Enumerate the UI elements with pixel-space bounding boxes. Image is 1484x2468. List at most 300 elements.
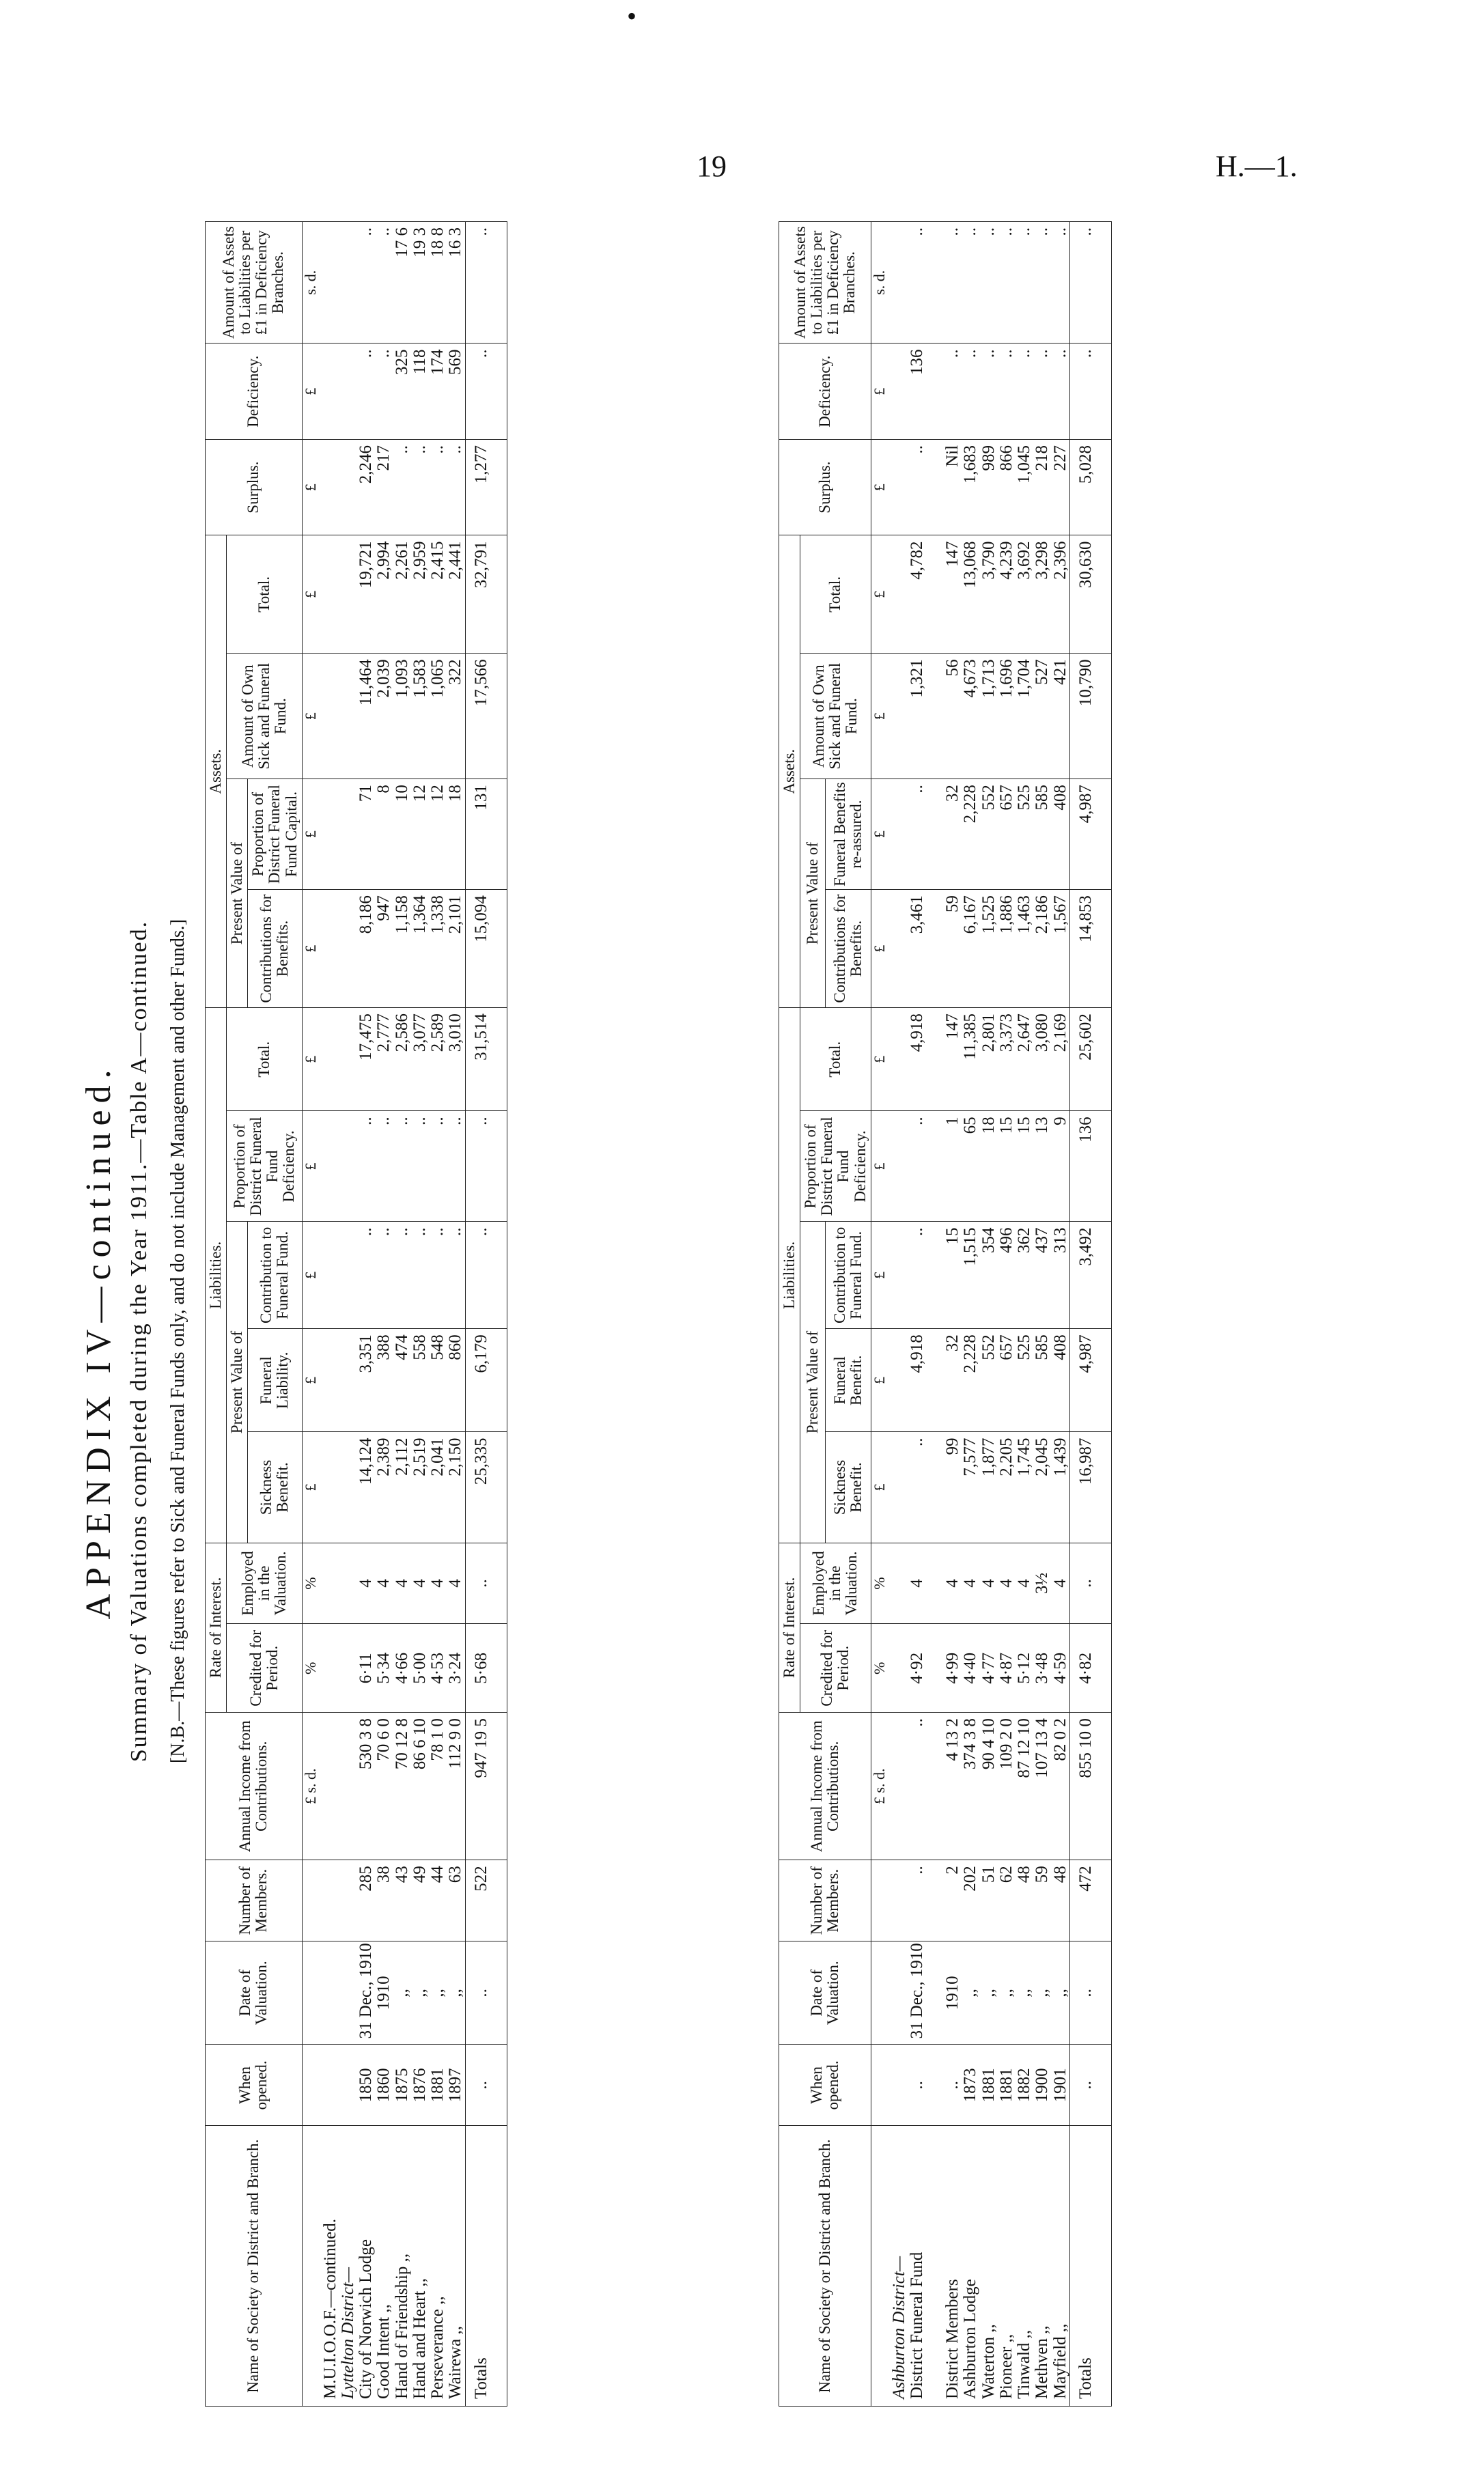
cell-contrib-ben: 3,461 (908, 890, 926, 1008)
cell-surplus: .. (908, 439, 926, 535)
cell-employed: 3½ (1033, 1543, 1051, 1624)
cell-members: 63 (447, 1860, 465, 1941)
cell-prop-def: 13 (1033, 1111, 1051, 1222)
col-assets-total: Total. (227, 535, 303, 654)
cell-credited: 4·77 (980, 1624, 998, 1713)
cell-reassured: 585 (1033, 779, 1051, 890)
cell-contrib: 1,515 (962, 1222, 979, 1329)
cell-income: 70 12 8 (393, 1713, 411, 1860)
cell-name: Hand and Heart ,, (411, 2126, 429, 2407)
unit-cell: £ (302, 439, 322, 535)
cell-members: 38 (375, 1860, 393, 1941)
cell-date: ,, (1016, 1941, 1033, 2045)
col-deficiency: Deficiency. (206, 343, 303, 439)
unit-cell: £ (302, 1111, 322, 1222)
cell-employed: 4 (393, 1543, 411, 1624)
cell-contrib: .. (429, 1222, 447, 1329)
cell-ltotal: 25,602 (1069, 1008, 1111, 1111)
document-reference: H.—1. (1216, 150, 1298, 183)
unit-cell: £ s. d. (302, 1713, 322, 1860)
cell-contrib-ben: 1,525 (980, 890, 998, 1008)
cell-members: 44 (429, 1860, 447, 1941)
cell-own: 1,696 (998, 654, 1016, 779)
cell-income: 90 4 10 (980, 1713, 998, 1860)
cell-sickness: 2,041 (429, 1432, 447, 1543)
col-opened: When opened. (206, 2045, 303, 2126)
unit-cell: £ (302, 343, 322, 439)
cell-income: 109 2 0 (998, 1713, 1016, 1860)
cell-prop-def: .. (465, 1111, 507, 1222)
unit-cell: £ (302, 1008, 322, 1111)
table-row (998, 222, 1016, 2407)
cell-members: 43 (393, 1860, 411, 1941)
col-assets-total: Total. (800, 535, 871, 654)
unit-cell: % (302, 1543, 322, 1624)
col-sickness: Sickness Benefit. (248, 1432, 302, 1543)
cell-surplus: 1,277 (465, 439, 507, 535)
cell-funeral: 585 (1033, 1329, 1051, 1432)
cell-name: Wairewa ,, (447, 2126, 465, 2407)
cell-members: 472 (1069, 1860, 1111, 1941)
unit-cell: £ (871, 1329, 891, 1432)
cell-contrib-ben: 1,338 (429, 890, 447, 1008)
cell-surplus: 227 (1052, 439, 1070, 535)
col-income: Annual Income from Contributions. (779, 1713, 871, 1860)
cell-sickness: 1,745 (1016, 1432, 1033, 1543)
cell-ltotal: 2,586 (393, 1008, 411, 1111)
col-prop-def: Proportion of District Funeral Fund Deficiency. (800, 1111, 871, 1222)
unit-cell: £ (871, 343, 891, 439)
cell-reassured: .. (908, 779, 926, 890)
unit-cell: £ (302, 1329, 322, 1432)
cell-income: 78 1 0 (429, 1713, 447, 1860)
cell-ltotal: 147 (944, 1008, 962, 1111)
cell-prop-def: .. (375, 1111, 393, 1222)
cell-funeral: 525 (1016, 1329, 1033, 1432)
cell-contrib-ben: 14,853 (1069, 890, 1111, 1008)
cell-per-pound: .. (357, 222, 375, 343)
cell-deficiency: .. (1033, 343, 1051, 439)
cell-income: 70 6 0 (375, 1713, 393, 1860)
lyttelton-rows (357, 222, 465, 2407)
table-row (962, 222, 979, 2407)
unit-cell: s. d. (302, 222, 322, 343)
cell-funeral: 552 (980, 1329, 998, 1432)
unit-cell: % (302, 1624, 322, 1713)
cell-atotal: 4,782 (908, 535, 926, 654)
unit-cell: £ s. d. (871, 1713, 891, 1860)
cell-funeral: 2,228 (962, 1329, 979, 1432)
cell-date: ,, (429, 1941, 447, 2045)
cell-opened: 1850 (357, 2045, 375, 2126)
cell-prop-def: 18 (980, 1111, 998, 1222)
col-sickness: Sickness Benefit. (826, 1432, 871, 1543)
cell-reassured: 408 (1052, 779, 1070, 890)
cell-contrib-ben: 8,186 (357, 890, 375, 1008)
cell-date: 1910 (375, 1941, 393, 2045)
cell-contrib-ben: 1,886 (998, 890, 1016, 1008)
col-contrib-funeral: Contribution to Funeral Fund. (826, 1222, 871, 1329)
unit-cell: £ (871, 535, 891, 654)
unit-cell: £ (871, 1008, 891, 1111)
unit-cell: £ (302, 1222, 322, 1329)
cell-atotal: 2,994 (375, 535, 393, 654)
cell-ltotal: 3,010 (447, 1008, 465, 1111)
cell-deficiency: .. (1069, 343, 1111, 439)
table-row (411, 222, 429, 2407)
cell-funeral: 32 (944, 1329, 962, 1432)
cell-opened: 1881 (998, 2045, 1016, 2126)
cell-sickness: 25,335 (465, 1432, 507, 1543)
col-employed: Employed in the Valuation. (227, 1543, 303, 1624)
cell-sickness: 2,389 (375, 1432, 393, 1543)
group-liabilities: Liabilities. (206, 1008, 227, 1543)
cell-members: 48 (1052, 1860, 1070, 1941)
col-funeral-liab: Funeral Liability. (248, 1329, 302, 1432)
table-row (429, 222, 447, 2407)
cell-contrib: .. (357, 1222, 375, 1329)
cell-date: .. (465, 1941, 507, 2045)
cell-funeral: 860 (447, 1329, 465, 1432)
cell-employed: 4 (962, 1543, 979, 1624)
cell-atotal: 147 (944, 535, 962, 654)
cell-opened: .. (908, 2045, 926, 2126)
cell-prop-def: .. (411, 1111, 429, 1222)
cell-credited: 4·59 (1052, 1624, 1070, 1713)
cell-date: .. (1069, 1941, 1111, 2045)
cell-surplus: 1,045 (1016, 439, 1033, 535)
cell-contrib-ben: 15,094 (465, 890, 507, 1008)
cell-opened: 1860 (375, 2045, 393, 2126)
cell-surplus: .. (447, 439, 465, 535)
cell-employed: 4 (411, 1543, 429, 1624)
cell-credited: 4·82 (1069, 1624, 1111, 1713)
cell-deficiency: .. (1052, 343, 1070, 439)
cell-contrib: 3,492 (1069, 1222, 1111, 1329)
cell-own: 322 (447, 654, 465, 779)
cell-income: .. (908, 1713, 926, 1860)
cell-funeral: 4,918 (908, 1329, 926, 1432)
cell-deficiency: .. (962, 343, 979, 439)
col-own-funds: Amount of Own Sick and Funeral Fund. (227, 654, 303, 779)
cell-contrib: .. (411, 1222, 429, 1329)
cell-per-pound: .. (465, 222, 507, 343)
cell-employed: 4 (375, 1543, 393, 1624)
cell-income: 112 9 0 (447, 1713, 465, 1860)
cell-opened: 1876 (411, 2045, 429, 2126)
unit-cell: % (871, 1543, 891, 1624)
cell-own: 1,713 (980, 654, 998, 779)
cell-credited: 4·66 (393, 1624, 411, 1713)
cell-prop-def: 15 (1016, 1111, 1033, 1222)
cell-atotal: 3,790 (980, 535, 998, 654)
cell-income: 374 3 8 (962, 1713, 979, 1860)
cell-per-pound: 19 3 (411, 222, 429, 343)
unit-cell: £ (302, 654, 322, 779)
col-surplus: Surplus. (206, 439, 303, 535)
cell-name: Perseverance ,, (429, 2126, 447, 2407)
cell-funeral: 474 (393, 1329, 411, 1432)
unit-cell: £ (871, 1432, 891, 1543)
cell-prop-def: .. (908, 1111, 926, 1222)
cell-atotal: 4,239 (998, 535, 1016, 654)
unit-cell: £ (871, 779, 891, 890)
col-date: Date of Valuation. (779, 1941, 871, 2045)
cell-credited: 4·99 (944, 1624, 962, 1713)
cell-prop-cap: 12 (411, 779, 429, 890)
cell-employed: 4 (429, 1543, 447, 1624)
cell-opened: 1881 (429, 2045, 447, 2126)
totals-row (465, 222, 507, 2407)
cell-prop-cap: 12 (429, 779, 447, 890)
cell-employed: 4 (1016, 1543, 1033, 1624)
cell-prop-def: 65 (962, 1111, 979, 1222)
cell-reassured: 657 (998, 779, 1016, 890)
cell-deficiency: 118 (411, 343, 429, 439)
cell-surplus: 2,246 (357, 439, 375, 535)
cell-credited: 5·00 (411, 1624, 429, 1713)
cell-date: ,, (998, 1941, 1016, 2045)
page-mark: • (627, 1, 637, 31)
cell-ltotal: 2,777 (375, 1008, 393, 1111)
unit-cell: £ (871, 1111, 891, 1222)
cell-date: ,, (411, 1941, 429, 2045)
cell-name: Totals (465, 2126, 507, 2407)
cell-opened: .. (465, 2045, 507, 2126)
cell-ltotal: 4,918 (908, 1008, 926, 1111)
table-row (357, 222, 375, 2407)
col-own-funds: Amount of Own Sick and Funeral Fund. (800, 654, 871, 779)
col-contrib-funeral: Contribution to Funeral Fund. (248, 1222, 302, 1329)
cell-prop-cap: 18 (447, 779, 465, 890)
cell-deficiency: 325 (393, 343, 411, 439)
cell-contrib: 496 (998, 1222, 1016, 1329)
col-opened: When opened. (779, 2045, 871, 2126)
cell-own: 11,464 (357, 654, 375, 779)
group-pv-assets: Present Value of (227, 779, 248, 1008)
unit-cell: £ (871, 1222, 891, 1329)
cell-ltotal: 11,385 (962, 1008, 979, 1111)
table-row (908, 222, 926, 2407)
lyttelton-totals (465, 222, 507, 2407)
cell-date: ,, (393, 1941, 411, 2045)
col-deficiency: Deficiency. (779, 343, 871, 439)
cell-deficiency: .. (944, 343, 962, 439)
cell-surplus: 218 (1033, 439, 1051, 535)
cell-contrib: .. (465, 1222, 507, 1329)
cell-reassured: 2,228 (962, 779, 979, 890)
col-liab-total: Total. (227, 1008, 303, 1111)
cell-atotal: 19,721 (357, 535, 375, 654)
col-contrib-benefits: Contributions for Benefits. (826, 890, 871, 1008)
cell-opened: 1900 (1033, 2045, 1051, 2126)
spacer-row (926, 222, 944, 2407)
cell-surplus: 217 (375, 439, 393, 535)
society-name: M.U.I.O.O.F.—continued. (322, 2126, 339, 2407)
cell-deficiency: .. (1016, 343, 1033, 439)
cell-contrib-ben: 2,101 (447, 890, 465, 1008)
col-funeral-reassured: Funeral Benefits re-assured. (826, 779, 871, 890)
cell-name: Totals (1069, 2126, 1111, 2407)
cell-per-pound: .. (980, 222, 998, 343)
cell-sickness: 1,877 (980, 1432, 998, 1543)
cell-members: 51 (980, 1860, 998, 1941)
cell-contrib: .. (908, 1222, 926, 1329)
cell-contrib-ben: 1,463 (1016, 890, 1033, 1008)
unit-cell: % (871, 1624, 891, 1713)
cell-own: 2,039 (375, 654, 393, 779)
cell-own: 421 (1052, 654, 1070, 779)
cell-sickness: 99 (944, 1432, 962, 1543)
cell-atotal: 2,261 (393, 535, 411, 654)
cell-name: District Members (944, 2126, 962, 2407)
district-row (891, 222, 908, 2407)
cell-members: .. (908, 1860, 926, 1941)
valuation-table-ashburton (779, 221, 1112, 2407)
cell-deficiency: .. (375, 343, 393, 439)
cell-income: 86 6 10 (411, 1713, 429, 1860)
cell-credited: 4·87 (998, 1624, 1016, 1713)
cell-date: 31 Dec., 1910 (908, 1941, 926, 2045)
unit-cell: £ (302, 535, 322, 654)
totals-row (1069, 222, 1111, 2407)
cell-prop-def: .. (393, 1111, 411, 1222)
cell-credited: 5·12 (1016, 1624, 1033, 1713)
cell-sickness: 2,045 (1033, 1432, 1051, 1543)
cell-contrib: 15 (944, 1222, 962, 1329)
cell-members: 48 (1016, 1860, 1033, 1941)
cell-ltotal: 2,169 (1052, 1008, 1070, 1111)
cell-income: 4 13 2 (944, 1713, 962, 1860)
cell-date: 31 Dec., 1910 (357, 1941, 375, 2045)
cell-ltotal: 3,080 (1033, 1008, 1051, 1111)
table-row (393, 222, 411, 2407)
district-row (339, 222, 357, 2407)
cell-name: Ashburton Lodge (962, 2126, 979, 2407)
group-assets: Assets. (206, 535, 227, 1008)
cell-per-pound: .. (1052, 222, 1070, 343)
cell-members: 62 (998, 1860, 1016, 1941)
cell-opened: 1881 (980, 2045, 998, 2126)
cell-deficiency: .. (465, 343, 507, 439)
cell-own: 1,321 (908, 654, 926, 779)
cell-prop-def: .. (429, 1111, 447, 1222)
cell-atotal: 2,959 (411, 535, 429, 654)
appendix-title: APPENDIX IV—continued. (79, 1063, 118, 1620)
table-row (980, 222, 998, 2407)
cell-income: 530 3 8 (357, 1713, 375, 1860)
cell-credited: 6·11 (357, 1624, 375, 1713)
cell-per-pound: .. (944, 222, 962, 343)
cell-date: 1910 (944, 1941, 962, 2045)
summary-title: Summary of Valuations completed during the Year 1911.—Table A—continued. (126, 920, 152, 1763)
cell-sickness: 2,519 (411, 1432, 429, 1543)
cell-prop-def: 136 (1069, 1111, 1111, 1222)
cell-members: 59 (1033, 1860, 1051, 1941)
cell-employed: 4 (357, 1543, 375, 1624)
cell-name: Pioneer ,, (998, 2126, 1016, 2407)
cell-funeral: 4,987 (1069, 1329, 1111, 1432)
col-credited: Credited for Period. (800, 1624, 871, 1713)
cell-atotal: 2,396 (1052, 535, 1070, 654)
cell-date: ,, (1033, 1941, 1051, 2045)
cell-deficiency: 174 (429, 343, 447, 439)
cell-opened: .. (1069, 2045, 1111, 2126)
cell-opened: .. (944, 2045, 962, 2126)
cell-reassured: 525 (1016, 779, 1033, 890)
table-row (1016, 222, 1033, 2407)
cell-own: 10,790 (1069, 654, 1111, 779)
cell-credited: 4·53 (429, 1624, 447, 1713)
col-contrib-benefits: Contributions for Benefits. (248, 890, 302, 1008)
cell-employed: 4 (447, 1543, 465, 1624)
cell-employed: 4 (908, 1543, 926, 1624)
cell-prop-cap: 10 (393, 779, 411, 890)
cell-members: 202 (962, 1860, 979, 1941)
cell-surplus: 989 (980, 439, 998, 535)
cell-members: 522 (465, 1860, 507, 1941)
col-date: Date of Valuation. (206, 1941, 303, 2045)
cell-surplus: Nil (944, 439, 962, 535)
cell-contrib-ben: 947 (375, 890, 393, 1008)
cell-own: 56 (944, 654, 962, 779)
cell-per-pound: .. (998, 222, 1016, 343)
unit-cell: £ (302, 779, 322, 890)
cell-name: City of Norwich Lodge (357, 2126, 375, 2407)
cell-deficiency: 569 (447, 343, 465, 439)
unit-cell: £ (871, 890, 891, 1008)
cell-sickness: 16,987 (1069, 1432, 1111, 1543)
cell-reassured: 552 (980, 779, 998, 890)
ashburton-totals (1069, 222, 1111, 2407)
col-per-pound: Amount of Assets to Liabilities per £1 in Deficiency Branches. (779, 222, 871, 343)
cell-sickness: 2,112 (393, 1432, 411, 1543)
cell-prop-def: .. (357, 1111, 375, 1222)
cell-own: 17,566 (465, 654, 507, 779)
cell-contrib-ben: 59 (944, 890, 962, 1008)
cell-own: 1,704 (1016, 654, 1033, 779)
col-liab-total: Total. (800, 1008, 871, 1111)
table-row (1052, 222, 1070, 2407)
cell-date: ,, (962, 1941, 979, 2045)
table-row (1033, 222, 1051, 2407)
cell-contrib: 437 (1033, 1222, 1051, 1329)
col-name: Name of Society or District and Branch. (206, 2126, 303, 2407)
group-pv-liab: Present Value of (800, 1222, 826, 1543)
cell-contrib-ben: 2,186 (1033, 890, 1051, 1008)
cell-prop-cap: 8 (375, 779, 393, 890)
cell-prop-cap: 131 (465, 779, 507, 890)
cell-funeral: 6,179 (465, 1329, 507, 1432)
cell-members: 49 (411, 1860, 429, 1941)
cell-ltotal: 2,647 (1016, 1008, 1033, 1111)
group-liabilities: Liabilities. (779, 1008, 800, 1543)
cell-per-pound: .. (1016, 222, 1033, 343)
unit-cell: £ (871, 654, 891, 779)
cell-own: 4,673 (962, 654, 979, 779)
cell-ltotal: 17,475 (357, 1008, 375, 1111)
cell-funeral: 548 (429, 1329, 447, 1432)
cell-funeral: 3,351 (357, 1329, 375, 1432)
group-rate: Rate of Interest. (779, 1543, 800, 1713)
ashburton-rows (944, 222, 1069, 2407)
cell-employed: .. (1069, 1543, 1111, 1624)
cell-date: ,, (447, 1941, 465, 2045)
cell-surplus: 5,028 (1069, 439, 1111, 535)
cell-own: 1,093 (393, 654, 411, 779)
table-row (375, 222, 393, 2407)
table-ashburton (779, 221, 1112, 2407)
